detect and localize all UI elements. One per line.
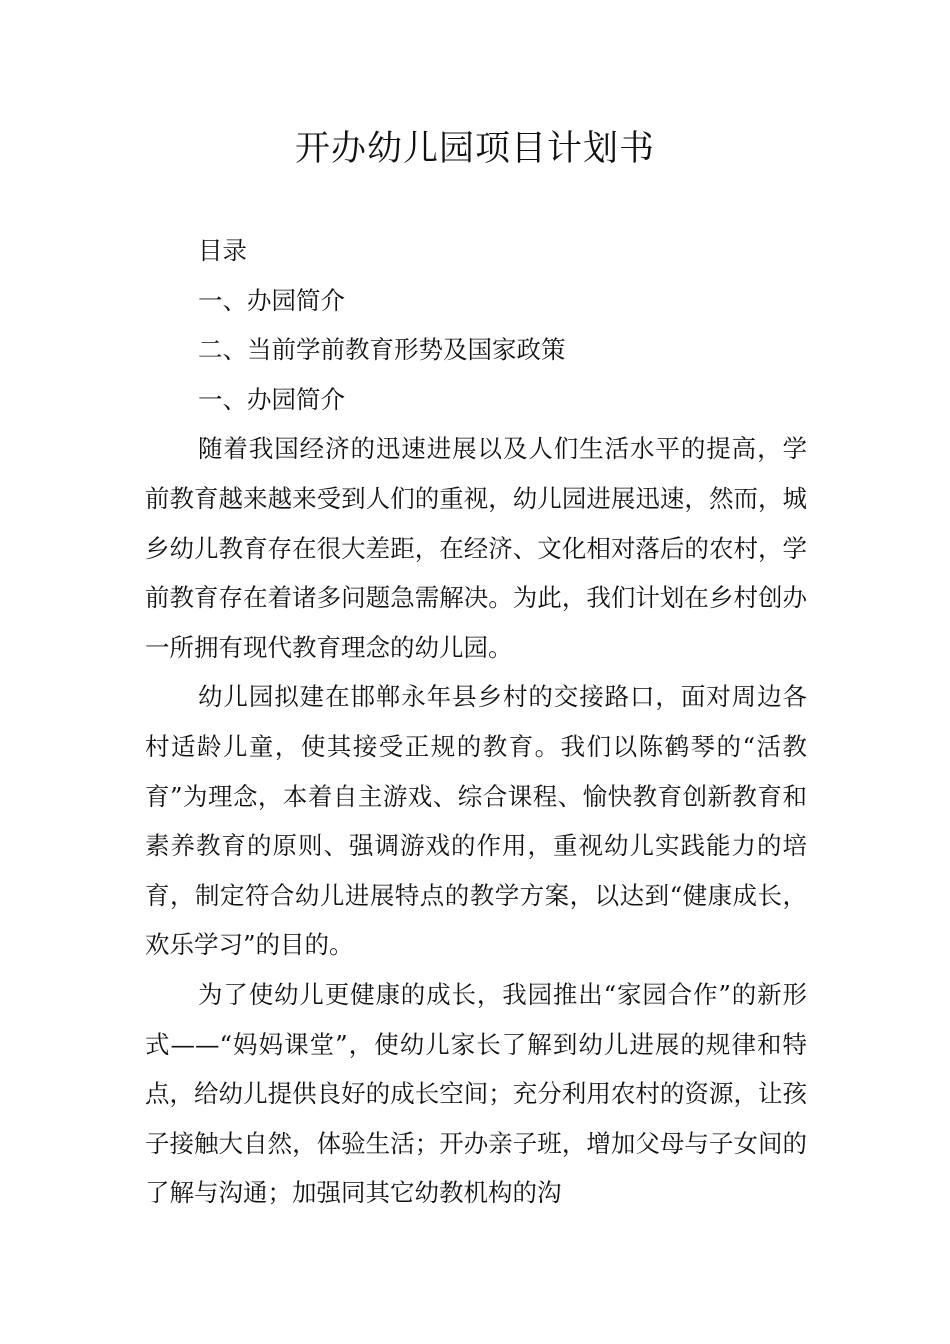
document-title: 开办幼儿园项目计划书 [294,129,655,169]
toc-item-1: 一、办园简介 [198,285,345,315]
toc-item-2: 二、当前学前教育形势及国家政策 [198,335,566,365]
document-body [145,226,807,1218]
toc-heading: 目录 [198,236,247,265]
paragraph-3: 为了使幼儿更健康的成长，我园推出“家园合作”的新形式——“妈妈课堂”，使幼儿家长了解到幼儿进展的规律和特点，给幼儿提供良好的成长空间；充分利用农村的资源，让孩子接触大自然，体验生活；开办亲子班，增加父母与子女间的了解与沟通；加强同其它幼教机构的沟 [145,979,807,1208]
section-heading-1: 一、办园简介 [198,384,345,414]
paragraph-2: 幼儿园拟建在邯郸永年县乡村的交接路口，面对周边各村适龄儿童，使其接受正规的教育。我们以陈鹤琴的“活教育”为理念，本着自主游戏、综合课程、愉快教育创新教育和素养教育的原则、强调游戏的作用，重视幼儿实践能力的培育，制定符合幼儿进展特点的教学方案，以达到“健康成长，欢乐学习”的目的。 [145,682,807,960]
paragraph-1: 随着我国经济的迅速进展以及人们生活水平的提高，学前教育越来越来受到人们的重视，幼儿园进展迅速，然而，城乡幼儿教育存在很大差距，在经济、文化相对落后的农村，学前教育存在着诸多问题急需解决。为此，我们计划在乡村创办一所拥有现代教育理念的幼儿园。 [145,434,807,662]
